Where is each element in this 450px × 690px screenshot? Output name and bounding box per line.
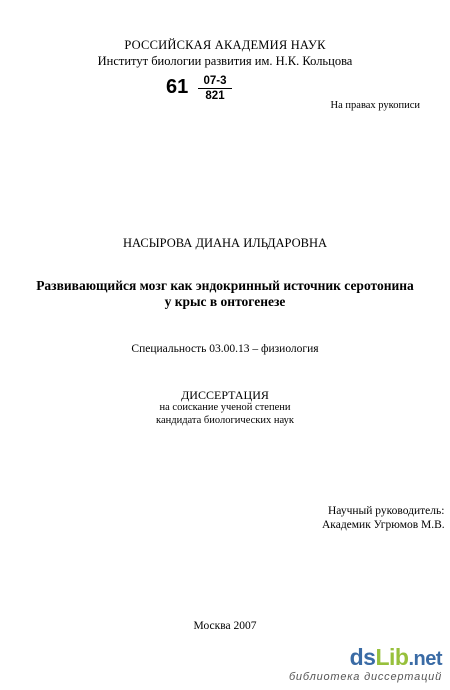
logo-ds: ds bbox=[349, 644, 376, 670]
dissertation-label: ДИССЕРТАЦИЯ bbox=[181, 388, 269, 402]
logo-lib: Lib bbox=[375, 644, 409, 670]
catalog-code-main: 61 bbox=[166, 76, 189, 98]
catalog-code-fraction bbox=[198, 75, 232, 102]
degree-line-1: на соискание ученой степени bbox=[159, 402, 291, 413]
logo-net: .net bbox=[408, 648, 442, 670]
dslib-watermark[interactable] bbox=[289, 645, 442, 684]
supervisor-name: Академик Угрюмов М.В. bbox=[322, 519, 445, 531]
manuscript-note: На правах рукописи bbox=[330, 100, 420, 111]
catalog-code-bottom: 821 bbox=[205, 90, 225, 102]
thesis-title-line-1: Развивающийся мозг как эндокринный источник серотонина bbox=[36, 278, 414, 293]
watermark-subtitle: библиотека диссертаций bbox=[288, 671, 442, 683]
speciality: Специальность 03.00.13 – физиология bbox=[131, 343, 319, 355]
fraction-line bbox=[198, 88, 232, 89]
city-year: Москва 2007 bbox=[193, 620, 257, 632]
dslib-logo[interactable] bbox=[289, 645, 442, 671]
catalog-code-top: 07-3 bbox=[203, 75, 227, 87]
degree-line-2: кандидата биологических наук bbox=[156, 415, 294, 426]
author-name: НАСЫРОВА ДИАНА ИЛЬДАРОВНА bbox=[122, 236, 328, 250]
thesis-title-line-2: у крыс в онтогенезе bbox=[164, 294, 286, 309]
supervisor-label: Научный руководитель: bbox=[328, 505, 445, 517]
academy-name: РОССИЙСКАЯ АКАДЕМИЯ НАУК bbox=[124, 38, 326, 52]
institute-name: Институт биологии развития им. Н.К. Кольцова bbox=[97, 54, 353, 68]
